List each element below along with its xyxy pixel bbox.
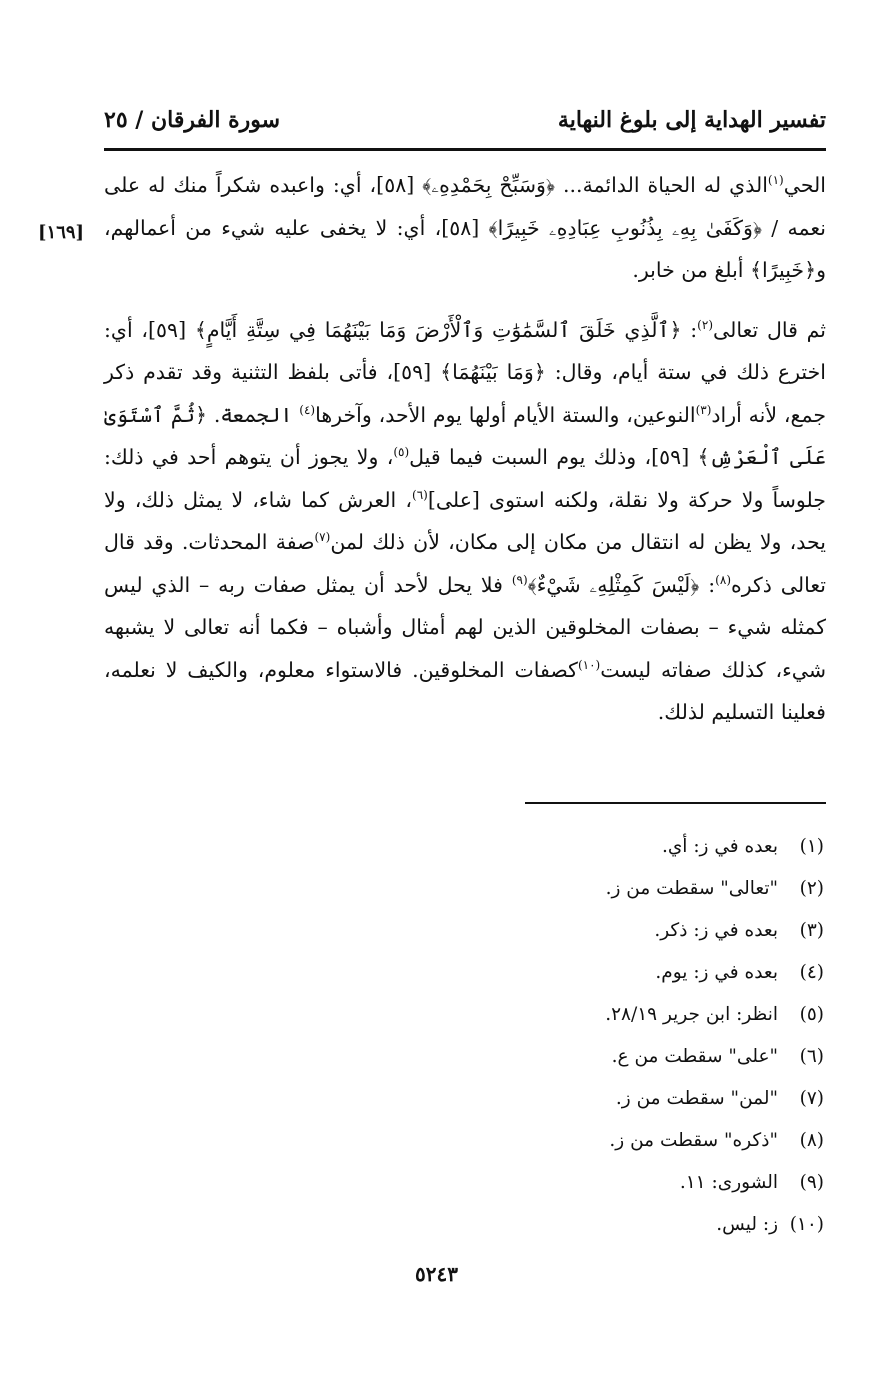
footnote-text: ز: ليس. (716, 1214, 778, 1235)
paragraph-2 (104, 309, 826, 734)
footnote-text: انظر: ابن جرير ٢٨/١٩. (605, 1004, 778, 1025)
footnote (104, 1120, 826, 1162)
quran-quote: ﴿خَبِيرًا﴾ (750, 258, 817, 282)
footnote-number: (٩) (799, 1172, 824, 1193)
footnote-ref: (٥) (393, 445, 410, 460)
header-rule (104, 148, 826, 151)
footnote-number: (٨) (799, 1130, 824, 1151)
text-run: ثم قال تعالى (713, 317, 826, 342)
manuscript-folio-marker: [١٦٩] (38, 222, 85, 243)
text-run: [٥٩]، فأتى بلفظ التثنية وقد تقدم ذكر جمع، لأنه أراد (104, 360, 826, 427)
footnotes-list (104, 826, 826, 1246)
main-text (104, 164, 826, 734)
footnote-number: (٧) (799, 1088, 824, 1109)
footnote (104, 994, 826, 1036)
text-run: فلا يحل لأحد أن يمثل صفات ربه – الذي ليس كمثله شيء – بصفات المخلوقين الذين لهم أمثال وأشباه – فكما أنه تعالى لا يشبهه شيء، كذلك صفاته ليست (104, 572, 826, 682)
footnote-ref: (٦) (412, 487, 428, 502)
text-run: ، العرش كما شاء، لا يمثل ذلك، ولا يحد، ولا يظن له انتقال من مكان إلى مكان، لأن ذلك لمن (104, 487, 826, 554)
text-run: صفة المحدثات. وقد قال تعالى ذكره (104, 530, 826, 597)
footnote-text: بعده في ز: يوم. (655, 962, 778, 983)
text-run: الذي له الحياة الدائمة... (555, 173, 768, 197)
footnote-number: (٤) (799, 962, 824, 983)
text-run: الحي (783, 173, 826, 197)
text-run: كصفات المخلوقين. فالاستواء معلوم، والكيف لا نعلمه، فعلينا التسليم لذلك. (104, 657, 826, 724)
footnote-number: (٣) (799, 920, 824, 941)
page-number: ٥٢٤٣ (415, 1262, 458, 1286)
text-run: ، ولا يجوز أن يتوهم أحد في ذلك: جلوساً ولا حركة ولا نقلة، ولكنه استوى [على] (104, 445, 826, 512)
footnote (104, 826, 826, 868)
quran-quote: ﴿ثُمَّ ٱسْتَوَىٰ عَلَى ٱلْعَرْشِ﴾ (104, 402, 826, 469)
footnote-number: (١) (799, 836, 824, 857)
surah-title: سورة الفرقان / ٢٥ (104, 107, 281, 133)
footnote (104, 1162, 826, 1204)
footnote (104, 952, 826, 994)
footnote-ref: (٣) (695, 402, 712, 417)
text-run: : (681, 317, 698, 342)
quran-quote: ﴿وَسَبِّحْ بِحَمْدِهِۦ﴾ (422, 173, 555, 197)
footnote-number: (٦) (799, 1046, 824, 1067)
quran-quote: ﴿ٱلَّذِي خَلَقَ ٱلسَّمَٰوَٰتِ وَٱلْأَرْضَ وَمَا بَيْنَهُمَا فِي سِتَّةِ أَيَّامٍ﴾ (194, 317, 682, 342)
footnote-ref: (١) (767, 173, 784, 188)
footnote-ref: (٢) (697, 317, 713, 332)
footnote-ref: (١٠) (577, 657, 601, 672)
footnote-ref: (٧) (314, 530, 331, 545)
footnote-text: بعده في ز: ذكر. (654, 920, 778, 941)
footnote-ref: (٨) (715, 572, 731, 587)
footnote-number: (٥) (799, 1004, 824, 1025)
footnote (104, 1036, 826, 1078)
text-run: [٥٨]، أي: لا يخفى عليه شيء من أعمالهم، و (104, 215, 826, 282)
quran-quote: ﴿لَيْسَ كَمِثْلِهِۦ شَيْءٌ﴾ (527, 572, 700, 597)
quran-quote: ﴿وَمَا بَيْنَهُمَا﴾ (440, 360, 546, 384)
text-run: : (699, 572, 716, 597)
footnote-text: "على" سقطت من ع. (611, 1046, 778, 1067)
footnote (104, 910, 826, 952)
footnote-text: "ذكره" سقطت من ز. (609, 1130, 778, 1151)
footnote-text: بعده في ز: أي. (661, 836, 778, 857)
footnote-rule (525, 802, 826, 804)
text-run: [٥٨]، أي: واعبده شكراً منك له على نعمه / (104, 173, 826, 240)
footnote-number: (٢) (799, 878, 824, 899)
running-header (104, 98, 826, 142)
text-run: النوعين، والستة الأيام أولها يوم الأحد، وآخرها (315, 402, 696, 427)
footnote (104, 1204, 826, 1246)
text-run: الجمعة. (206, 402, 300, 427)
footnote-number: (١٠) (789, 1214, 824, 1235)
footnote-ref: (٩) (511, 572, 528, 587)
footnote-ref: (٤) (299, 402, 316, 417)
footnote (104, 868, 826, 910)
footnote-text: "تعالى" سقطت من ز. (605, 878, 778, 899)
paragraph-1 (104, 164, 826, 292)
text-run: [٥٩]، وذلك يوم السبت فيما قيل (409, 445, 698, 469)
text-run: أبلغ من خابر. (632, 258, 751, 282)
text-run: [٥٩]، أي: اخترع ذلك في ستة أيام، وقال: (104, 317, 826, 384)
quran-quote: ﴿وَكَفَىٰ بِهِۦ بِذُنُوبِ عِبَادِهِۦ خَبِيرًا﴾ (488, 215, 762, 240)
footnote-text: "لمن" سقطت من ز. (615, 1088, 778, 1109)
book-title: تفسير الهداية إلى بلوغ النهاية (557, 107, 826, 133)
footnote-text: الشورى: ١١. (679, 1172, 778, 1193)
footnote (104, 1078, 826, 1120)
